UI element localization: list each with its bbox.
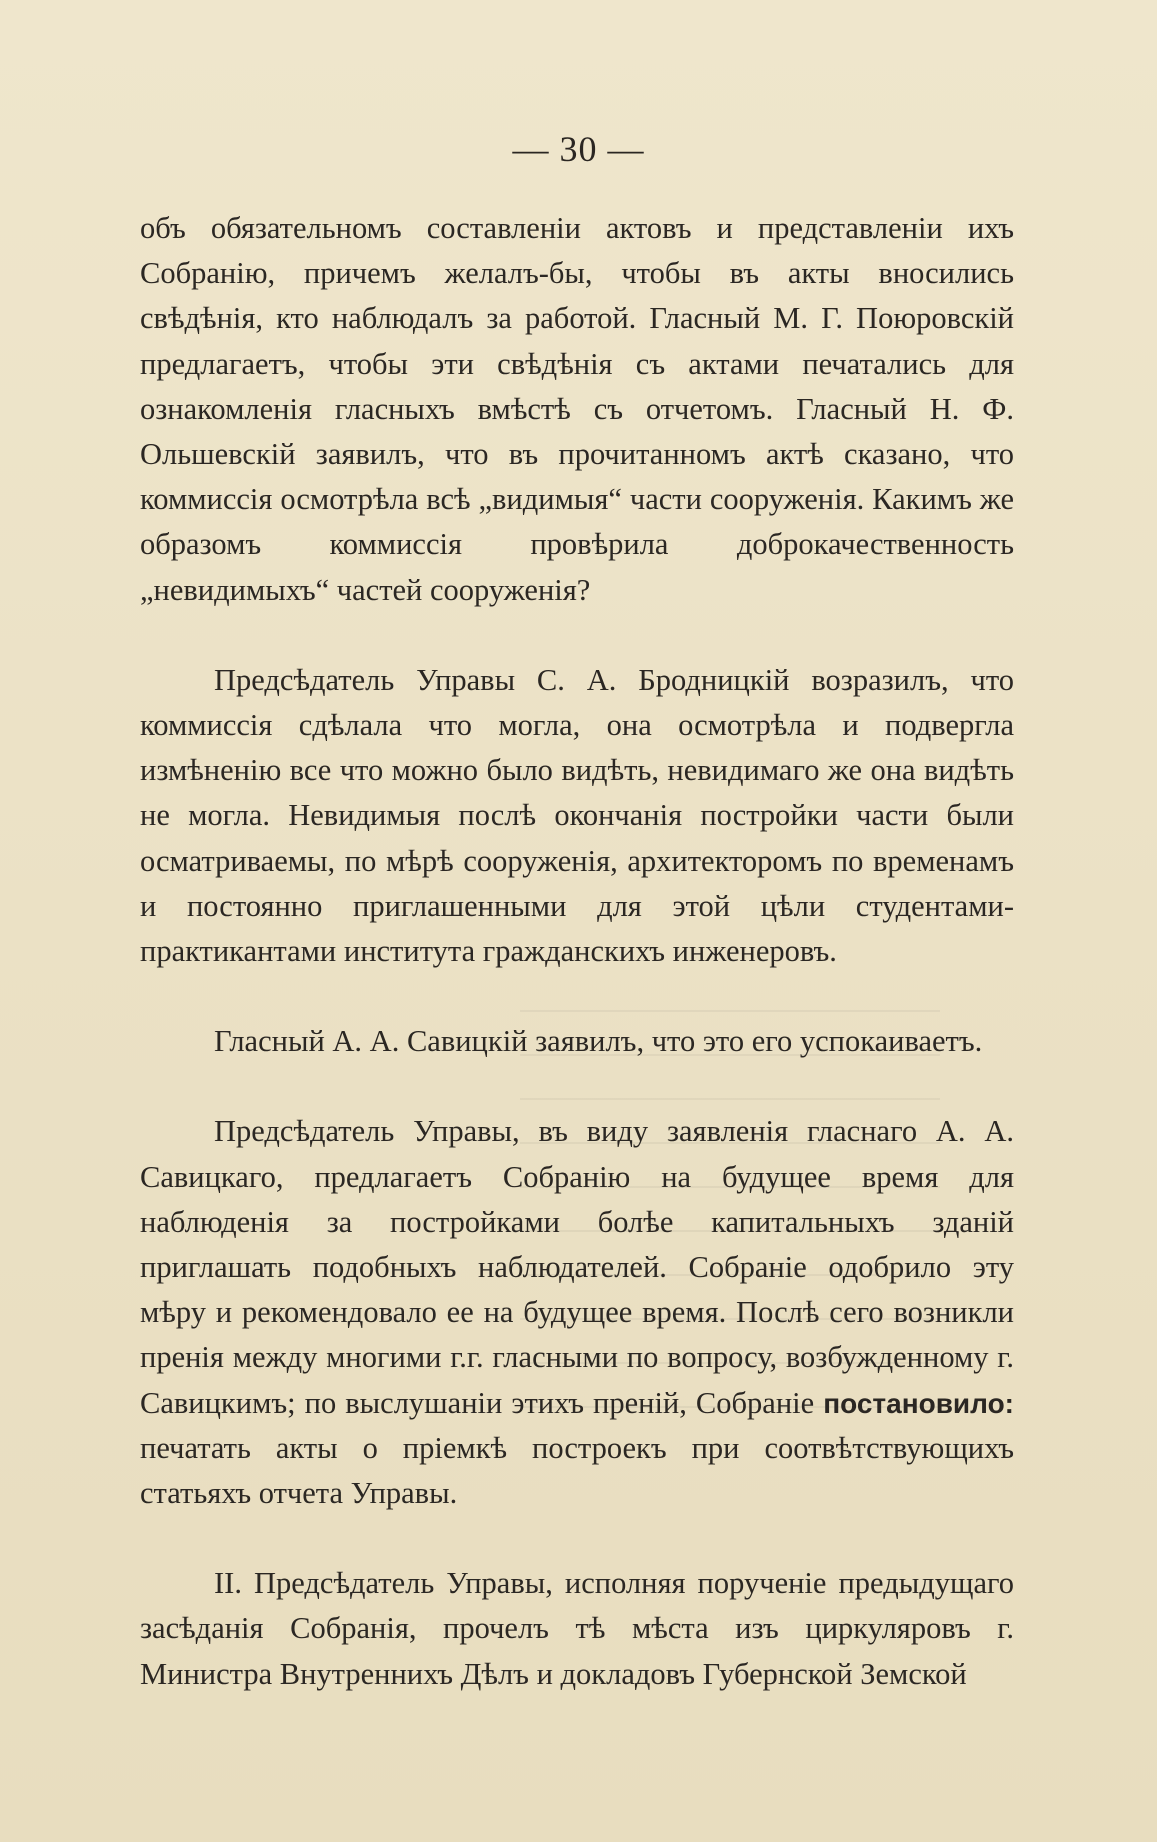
paragraph-resolution [140, 1109, 1014, 1516]
paragraph-savitsky: Гласный А. А. Савицкій заявилъ, что это его успокаиваетъ. [214, 1024, 983, 1059]
paragraph-chairman-reply: Предсѣдатель Управы С. А. Бродницкій возразилъ, что коммиссія сдѣлала что могла, она осмотрѣла и подвергла измѣненію все что можно было видѣть, невидимаго же она видѣть не могла. Невидимыя послѣ окончанія постройки части были осматриваемы, по мѣрѣ сооруженія, архитекторомъ по временамъ и постоянно приглашенными для этой цѣли студентами-практикантами института гражданскихъ инженеровъ. [140, 662, 1014, 969]
paragraph-continuation: объ обязательномъ составленіи актовъ и представленіи ихъ Собранію, причемъ желалъ-бы, чтобы въ акты вносились свѣдѣнія, кто наблюдалъ за работой. Гласный М. Г. Поюровскій предлагаетъ, чтобы эти свѣдѣнія съ актами печатались для ознакомленія гласныхъ вмѣстѣ съ отчетомъ. Гласный Н. Ф. Ольшевскій заявилъ, что въ прочитанномъ актѣ сказано, что коммиссія осмотрѣла всѣ „видимыя“ части сооруженія. Какимъ же образомъ коммиссія провѣрила доброкачественность „невидимыхъ“ частей сооруженія? [140, 211, 1014, 607]
body-text [140, 206, 1014, 1742]
resolution-text-before: Предсѣдатель Управы, въ виду заявленія гласнаго А. А. Савицкаго, предлагаетъ Собранію на будущее время для наблюденія за постройками болѣе капитальныхъ зданій приглашать подобныхъ наблюдателей. Собраніе одобрило эту мѣру и рекомендовало ее на будущее время. Послѣ сего возникли пренія между многими г.г. гласными по вопросу, возбужденному г. Савицкимъ; по выслушаніи этихъ преній, Собраніе [140, 1114, 1014, 1420]
resolution-keyword: постановило: [823, 1387, 1014, 1419]
resolution-text-after: печатать акты о пріемкѣ построекъ при соотвѣтствующихъ статьяхъ отчета Управы. [140, 1430, 1014, 1511]
page-number: — 30 — [512, 129, 645, 169]
paragraph-item-ii: II. Предсѣдатель Управы, исполняя порученіе предыдущаго засѣданія Собранія, прочелъ тѣ мѣста изъ циркуляровъ г. Министра Внутреннихъ Дѣлъ и докладовъ Губернской Земской [140, 1566, 1014, 1691]
